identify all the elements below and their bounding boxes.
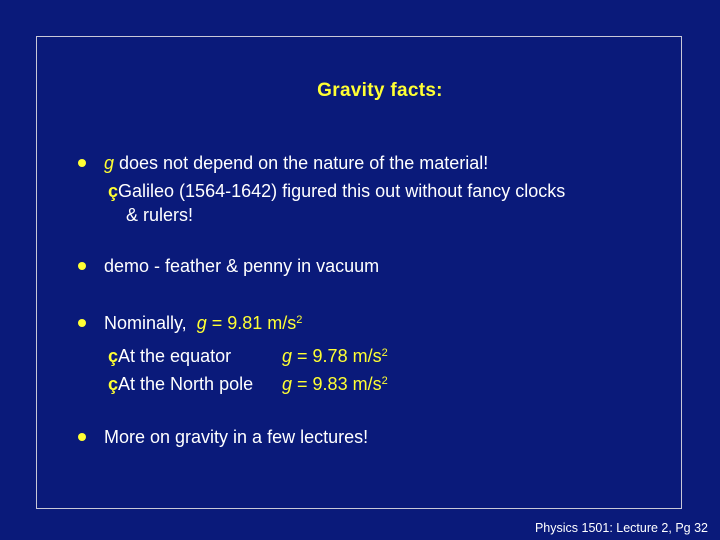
sub-item-galileo <box>108 180 565 203</box>
sub-item-galileo-cont: & rulers! <box>126 205 194 225</box>
slide-footer: Physics 1501: Lecture 2, Pg 32 <box>534 521 708 535</box>
bullet-text: demo - feather & penny in vacuum <box>104 256 380 276</box>
bullet-icon <box>78 262 86 270</box>
arrow-left-icon: ç <box>108 181 119 201</box>
bullet-text: g does not depend on the nature of the material! <box>104 153 489 173</box>
bullet-icon <box>78 159 86 167</box>
gravity-equation: g = 9.81 $m/s^2$ <box>196 313 303 333</box>
bullet-text: Nominally, g = 9.81 $m/s^2$ <box>104 313 303 333</box>
bullet-text: More on gravity in a few lectures! <box>104 427 369 447</box>
gravity-equation: g = 9.78 $m/s^2$ <box>282 346 388 366</box>
sub-item-north-pole <box>108 373 388 396</box>
sub-item-equator <box>108 345 388 368</box>
gravity-equation: g = 9.83 $m/s^2$ <box>282 374 388 394</box>
arrow-left-icon: ç <box>108 374 119 394</box>
gravity-symbol: g <box>104 153 115 173</box>
sub-item-label: At the North pole <box>118 374 254 394</box>
sub-item-label: At the equator <box>118 346 232 366</box>
sub-item-text: Galileo (1564-1642) figured this out without fancy clocks <box>118 181 566 201</box>
bullet-icon <box>78 319 86 327</box>
slide-title: Gravity facts: <box>317 80 443 101</box>
arrow-left-icon: ç <box>108 346 119 366</box>
bullet-icon <box>78 433 86 441</box>
